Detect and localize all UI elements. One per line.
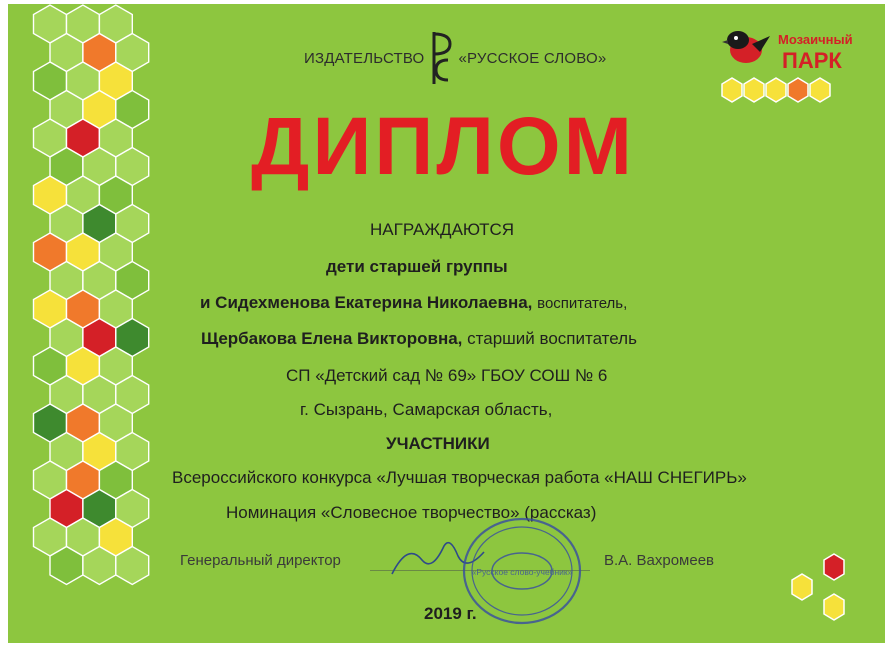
year: 2019 г.: [424, 604, 477, 623]
mosaic-park-logo: [708, 22, 858, 117]
director-role: Генеральный директор: [180, 552, 341, 569]
participants-line: УЧАСТНИКИ: [386, 434, 490, 453]
contest-line: Всероссийского конкурса «Лучшая творческая работа «НАШ СНЕГИРЬ»: [172, 468, 747, 487]
publisher-rs-logo-icon: [428, 30, 454, 86]
nomination-line: Номинация «Словесное творчество» (рассказ): [226, 503, 597, 522]
person1-name: и Сидехменова Екатерина Николаевна,: [200, 293, 533, 312]
person2-role: старший воспитатель: [467, 329, 637, 348]
official-stamp: [460, 516, 584, 626]
publisher-left-text: ИЗДАТЕЛЬСТВО: [304, 49, 425, 67]
diploma-title: ДИПЛОМ: [251, 101, 635, 192]
publisher-header: [304, 28, 606, 88]
publisher-right-text: «РУССКОЕ СЛОВО»: [458, 49, 607, 67]
honeycomb-decoration: [8, 4, 168, 643]
bullfinch-bird-icon: [722, 31, 770, 63]
small-honeycomb-decoration: [786, 552, 866, 632]
director-name: В.А. Вахромеев: [604, 552, 715, 569]
awarded-line: НАГРАЖДАЮТСЯ: [370, 220, 515, 239]
person2-line: [201, 329, 637, 349]
svg-text:ПАРК: ПАРК: [782, 48, 842, 73]
svg-text:Мозаичный: Мозаичный: [778, 32, 853, 47]
person1-role: воспитатель,: [537, 295, 628, 312]
organization-line: СП «Детский сад № 69» ГБОУ СОШ № 6: [286, 366, 608, 385]
svg-text:«Русское слово-учебник»: «Русское слово-учебник»: [471, 567, 573, 577]
group-line: дети старшей группы: [326, 257, 508, 276]
person1-line: [200, 293, 627, 313]
city-line: г. Сызрань, Самарская область,: [300, 400, 553, 419]
diploma-page: [8, 4, 885, 643]
person2-name: Щербакова Елена Викторовна,: [201, 329, 463, 348]
